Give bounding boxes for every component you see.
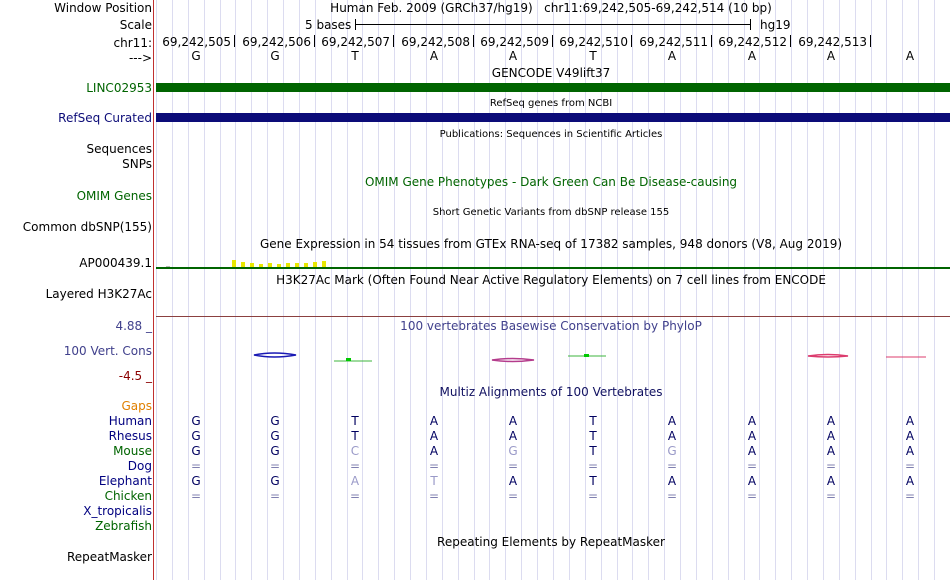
label-ap[interactable]: AP000439.1	[79, 256, 152, 270]
phylop-track-title: 100 vertebrates Basewise Conservation by PhyloP	[400, 319, 702, 333]
multiz-track-title: Multiz Alignments of 100 Vertebrates	[439, 385, 663, 399]
alignment-base-dog: =	[507, 459, 519, 473]
scale-bar	[355, 24, 751, 25]
ruler-tick	[552, 35, 553, 47]
ruler-base: A	[508, 49, 518, 63]
ruler-position-label: 69,242,506	[242, 35, 311, 49]
alignment-base-chicken: =	[269, 489, 281, 503]
alignment-base-human: T	[589, 414, 597, 428]
ruler-tick	[393, 35, 394, 47]
ruler-position-label: 69,242,505	[162, 35, 231, 49]
alignment-base-human: A	[826, 414, 836, 428]
alignment-base-rhesus: A	[429, 429, 439, 443]
alignment-base-elephant: G	[191, 474, 201, 488]
label-omim[interactable]: OMIM Genes	[76, 189, 152, 203]
ruler-tick	[711, 35, 712, 47]
gencode-track-title: GENCODE V49lift37	[491, 66, 611, 80]
alignment-base-dog: =	[349, 459, 361, 473]
cons-glyph-5	[808, 355, 848, 358]
label-h3k27[interactable]: Layered H3K27Ac	[45, 287, 152, 301]
ruler-position-label: 69,242,508	[401, 35, 470, 49]
alignment-base-chicken: =	[666, 489, 678, 503]
alignment-base-mouse: G	[270, 444, 280, 458]
alignment-base-human: A	[508, 414, 518, 428]
scale-bar-left-cap	[355, 19, 356, 30]
alignment-base-dog: =	[190, 459, 202, 473]
ruler-base: A	[429, 49, 439, 63]
label-cons-max: 4.88 _	[115, 319, 152, 333]
alignment-base-mouse: A	[747, 444, 757, 458]
gencode-gene-bar[interactable]	[156, 83, 950, 92]
alignment-base-dog: =	[904, 459, 916, 473]
ruler-position-label: 69,242,507	[321, 35, 390, 49]
cons-glyph-1	[254, 353, 296, 357]
alignment-base-elephant: T	[430, 474, 438, 488]
ruler-tick	[870, 35, 871, 47]
scale-assembly: hg19	[760, 18, 791, 32]
alignment-base-elephant: A	[905, 474, 915, 488]
alignment-base-elephant: T	[589, 474, 597, 488]
alignment-base-dog: =	[587, 459, 599, 473]
cons-glyph-3	[492, 359, 534, 362]
alignment-base-mouse: G	[191, 444, 201, 458]
scale-bar-right-cap	[750, 19, 751, 30]
label-scale: Scale	[119, 18, 152, 32]
ruler-position-label: 69,242,509	[480, 35, 549, 49]
label-chr: chr11:	[113, 36, 152, 50]
alignment-base-dog: =	[825, 459, 837, 473]
ruler-tick	[314, 35, 315, 47]
repeatmasker-track-title: Repeating Elements by RepeatMasker	[437, 535, 665, 549]
alignment-base-elephant: G	[270, 474, 280, 488]
label-linc[interactable]: LINC02953	[86, 81, 152, 95]
alignment-base-mouse: C	[350, 444, 360, 458]
alignment-base-mouse: G	[508, 444, 518, 458]
label-species-rhesus: Rhesus	[108, 429, 152, 443]
alignment-base-mouse: A	[826, 444, 836, 458]
ruler-base: A	[905, 49, 915, 63]
refseq-track-title: RefSeq genes from NCBI	[489, 98, 613, 109]
alignment-base-elephant: A	[747, 474, 757, 488]
alignment-base-mouse: T	[589, 444, 597, 458]
cons-glyph-2-peak	[346, 358, 351, 361]
ruler-tick	[234, 35, 235, 47]
alignment-base-elephant: A	[350, 474, 360, 488]
alignment-base-chicken: =	[825, 489, 837, 503]
alignment-base-human: A	[429, 414, 439, 428]
alignment-base-human: A	[905, 414, 915, 428]
alignment-base-rhesus: T	[351, 429, 359, 443]
alignment-base-mouse: A	[905, 444, 915, 458]
label-cons-min: -4.5 _	[118, 369, 152, 383]
label-species-dog: Dog	[127, 459, 152, 473]
label-repeatmasker[interactable]: RepeatMasker	[66, 550, 152, 564]
publications-track-title: Publications: Sequences in Scientific Articles	[439, 129, 663, 140]
ruler-base: A	[747, 49, 757, 63]
alignment-base-human: T	[351, 414, 359, 428]
alignment-base-chicken: =	[190, 489, 202, 503]
label-window-position: Window Position	[54, 1, 152, 15]
alignment-base-chicken: =	[349, 489, 361, 503]
label-divider	[153, 0, 154, 580]
ruler-tick	[790, 35, 791, 47]
cons-glyph-4-peak	[584, 354, 589, 357]
alignment-base-rhesus: A	[667, 429, 677, 443]
ruler-position-label: 69,242,513	[798, 35, 867, 49]
alignment-base-chicken: =	[746, 489, 758, 503]
ruler-position-label: 69,242,512	[718, 35, 787, 49]
ruler-base: T	[589, 49, 597, 63]
alignment-base-mouse: A	[429, 444, 439, 458]
alignment-base-mouse: G	[667, 444, 677, 458]
ruler-base: G	[270, 49, 280, 63]
ruler-base: A	[826, 49, 836, 63]
alignment-base-chicken: =	[904, 489, 916, 503]
gtex-track-title: Gene Expression in 54 tissues from GTEx RNA-seq of 17382 samples, 948 donors (V8, Aug 2019)	[259, 237, 843, 251]
window-position-title: Human Feb. 2009 (GRCh37/hg19) chr11:69,242,505-69,242,514 (10 bp)	[330, 1, 772, 15]
alignment-base-human: G	[191, 414, 201, 428]
alignment-base-chicken: =	[507, 489, 519, 503]
label-species-human: Human	[108, 414, 152, 428]
ruler-base: A	[667, 49, 677, 63]
alignment-base-dog: =	[269, 459, 281, 473]
alignment-base-rhesus: T	[589, 429, 597, 443]
label-gaps[interactable]: Gaps	[121, 399, 152, 413]
h3k27-track-title: H3K27Ac Mark (Often Found Near Active Regulatory Elements) on 7 cell lines from ENCODE	[276, 273, 826, 287]
alignment-base-chicken: =	[587, 489, 599, 503]
label-dbsnp[interactable]: Common dbSNP(155)	[22, 220, 152, 234]
label-species-zebrafish: Zebrafish	[95, 519, 152, 533]
gtex-expression-bars[interactable]	[156, 250, 950, 268]
scale-text: 5 bases	[305, 18, 352, 32]
alignment-base-rhesus: A	[905, 429, 915, 443]
alignment-base-elephant: A	[667, 474, 677, 488]
ruler-base: G	[191, 49, 201, 63]
alignment-base-rhesus: A	[826, 429, 836, 443]
alignment-base-dog: =	[746, 459, 758, 473]
alignment-base-dog: =	[428, 459, 440, 473]
label-species-chicken: Chicken	[104, 489, 152, 503]
label-strand: --->	[128, 51, 152, 65]
phylop-conservation-plot[interactable]	[156, 346, 950, 366]
alignment-base-human: A	[667, 414, 677, 428]
alignment-base-human: G	[270, 414, 280, 428]
alignment-base-human: A	[747, 414, 757, 428]
alignment-base-elephant: A	[826, 474, 836, 488]
ruler-position-label: 69,242,510	[559, 35, 628, 49]
h3k27-baseline	[156, 316, 950, 317]
label-species-mouse: Mouse	[113, 444, 152, 458]
gtex-baseline	[156, 267, 950, 269]
label-refseq[interactable]: RefSeq Curated	[58, 111, 152, 125]
label-cons[interactable]: 100 Vert. Cons	[63, 344, 152, 358]
alignment-base-elephant: A	[508, 474, 518, 488]
refseq-gene-bar[interactable]	[156, 113, 950, 122]
alignment-base-rhesus: G	[270, 429, 280, 443]
label-sequences[interactable]: Sequences	[86, 142, 152, 156]
omim-track-title: OMIM Gene Phenotypes - Dark Green Can Be Disease-causing	[364, 175, 738, 189]
ruler-tick	[473, 35, 474, 47]
ruler-base: T	[351, 49, 359, 63]
alignment-base-rhesus: G	[191, 429, 201, 443]
alignment-base-rhesus: A	[747, 429, 757, 443]
ruler-position-label: 69,242,511	[639, 35, 708, 49]
alignment-base-rhesus: A	[508, 429, 518, 443]
alignment-base-chicken: =	[428, 489, 440, 503]
ruler-tick	[631, 35, 632, 47]
alignment-base-dog: =	[666, 459, 678, 473]
label-species-elephant: Elephant	[98, 474, 152, 488]
label-species-xtropicalis: X_tropicalis	[83, 504, 152, 518]
label-snps[interactable]: SNPs	[122, 157, 152, 171]
dbsnp-track-title: Short Genetic Variants from dbSNP release 155	[432, 207, 670, 218]
